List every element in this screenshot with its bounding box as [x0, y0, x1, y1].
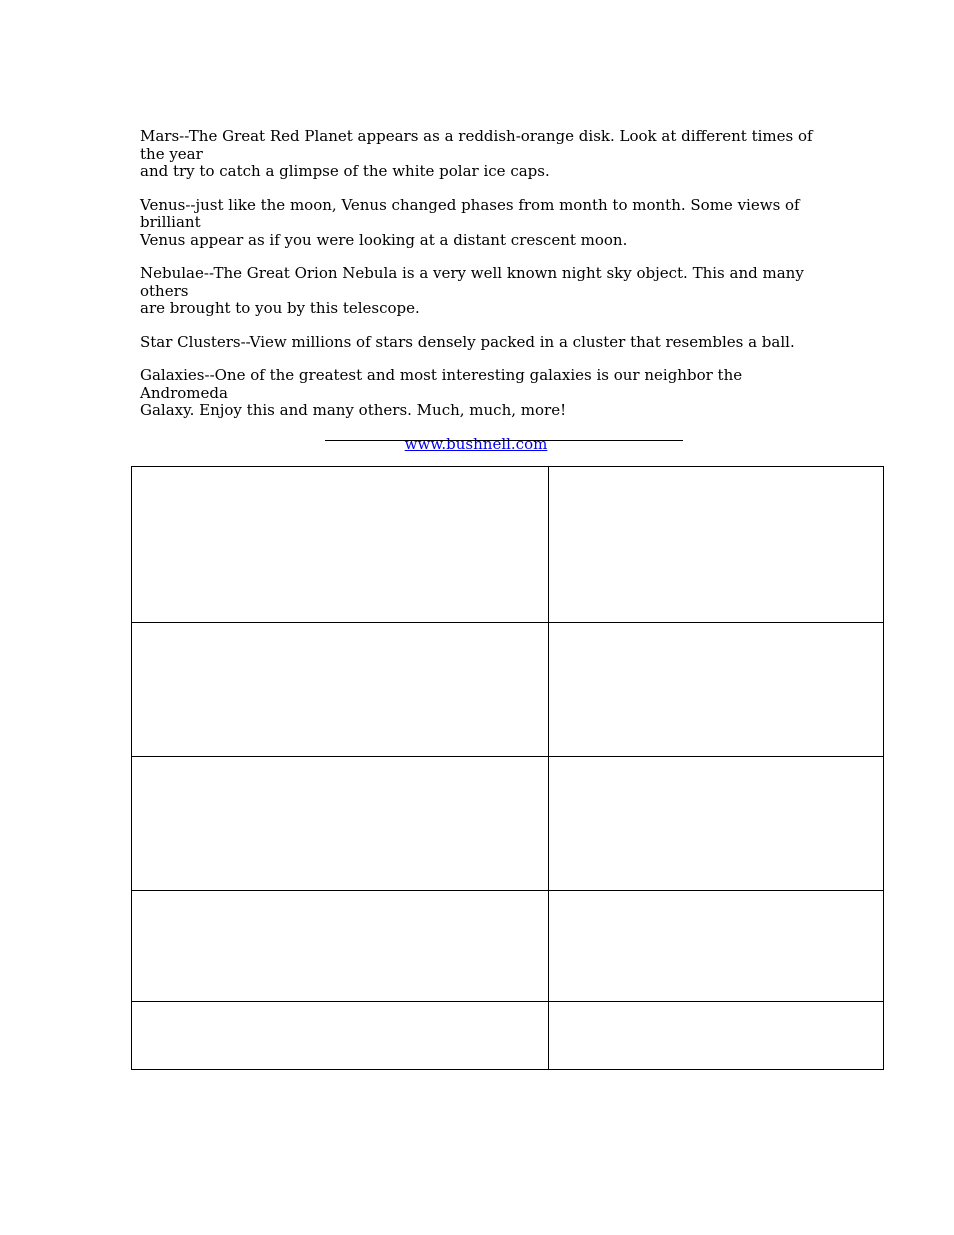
table-cell — [549, 467, 884, 623]
paragraph-line: Mars--The Great Red Planet appears as a reddish-orange disk. Look at different times of the year — [140, 127, 813, 163]
table-row — [132, 891, 884, 1002]
link-container — [140, 436, 812, 454]
table-cell — [549, 891, 884, 1002]
document-body — [140, 128, 830, 453]
table-row — [132, 757, 884, 891]
paragraph-line: Galaxy. Enjoy this and many others. Much, much, more! — [140, 401, 567, 419]
bushnell-website-link[interactable]: www.bushnell.com — [404, 434, 548, 453]
paragraph-line: and try to catch a glimpse of the white polar ice caps. — [140, 162, 550, 180]
paragraph-line: Galaxies--One of the greatest and most interesting galaxies is our neighbor the Andromeda — [140, 366, 743, 402]
table-cell — [549, 757, 884, 891]
empty-table — [131, 466, 884, 1070]
table-cell — [132, 757, 549, 891]
paragraph-line: Venus appear as if you were looking at a distant crescent moon. — [140, 230, 628, 249]
paragraph-line: are brought to you by this telescope. — [140, 299, 420, 317]
table-row — [132, 467, 884, 623]
paragraph-galaxies — [140, 367, 830, 420]
paragraph-venus — [140, 197, 830, 250]
table-row — [132, 623, 884, 757]
table-cell — [549, 1002, 884, 1070]
table-cell — [132, 1002, 549, 1070]
paragraph-mars — [140, 128, 830, 181]
paragraph-nebulae — [140, 265, 830, 318]
table-cell — [549, 623, 884, 757]
table-cell — [132, 467, 549, 623]
table-cell — [132, 891, 549, 1002]
paragraph-line: Nebulae--The Great Orion Nebula is a very well known night sky object. This and many others — [140, 264, 804, 300]
paragraph-line: Venus--just like the moon, Venus changed phases from month to month. Some views of brilliant — [140, 195, 800, 231]
paragraph-line: Star Clusters--View millions of stars densely packed in a cluster that resembles a ball. — [140, 332, 795, 351]
table-cell — [132, 623, 549, 757]
horizontal-rule — [325, 440, 683, 441]
table-row — [132, 1002, 884, 1070]
paragraph-star-clusters — [140, 334, 830, 352]
